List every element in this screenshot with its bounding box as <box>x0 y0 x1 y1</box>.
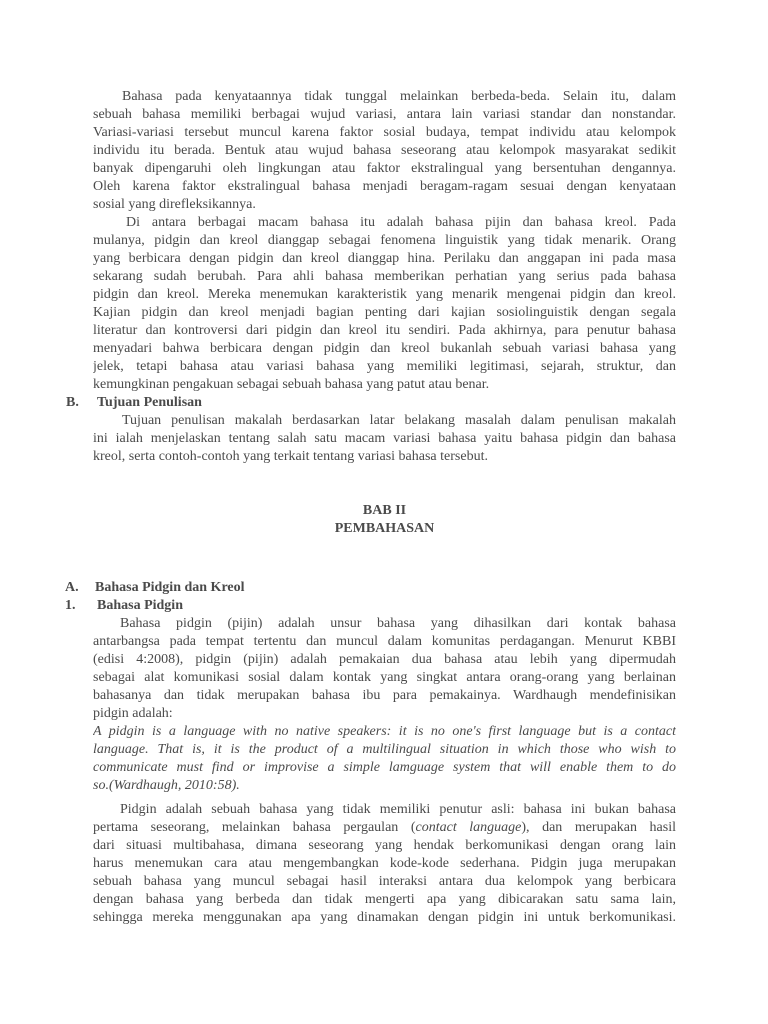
text-line: Oleh karena faktor ekstralingual bahasa menjadi beragam-ragam sesuai dengan kenyataan <box>93 179 676 194</box>
chapter-heading <box>93 502 676 538</box>
paragraph-pidgin-explanation <box>93 801 676 927</box>
text-line: sosial yang direfleksikannya. <box>93 197 256 212</box>
section-number: A. <box>65 580 79 595</box>
subsection-title: Bahasa Pidgin <box>97 598 183 613</box>
text-line: (edisi 4:2008), pidgin (pijin) adalah pemakaian dua bahasa atau lebih yang dipermudah <box>93 652 676 667</box>
block-quote-wardhaugh <box>93 723 676 795</box>
text-segment: pertama seseorang, melainkan bahasa pergaulan ( <box>93 820 416 835</box>
text-line: antarbangsa pada tempat tertentu dan muncul dalam komunitas perdagangan. Menurut KBBI <box>93 634 676 649</box>
text-line: sehingga mereka menggunakan apa yang dinamakan dengan pidgin ini untuk berkomunikasi. <box>93 910 676 925</box>
text-line: Variasi-variasi tersebut muncul karena faktor sosial budaya, tempat individu atau kelompok <box>93 125 676 140</box>
text-line: harus menemukan cara atau mengembangkan kode-kode sederhana. Pidgin juga merupakan <box>93 856 676 871</box>
text-line: dengan bahasa yang berbeda dan tidak mengerti apa yang dibicarakan satu sama lain, <box>93 892 676 907</box>
text-line: kemungkinan pengakuan sebagai sebuah bahasa yang patut atau benar. <box>93 377 490 392</box>
section-title: Tujuan Penulisan <box>97 395 202 410</box>
quote-line: A pidgin is a language with no native speakers: it is no one's first language but is a contact <box>93 724 676 739</box>
subsection-heading-1 <box>65 597 183 615</box>
quote-line: so.(Wardhaugh, 2010:58). <box>93 778 240 793</box>
text-line: kreol, serta contoh-contoh yang terkait tentang variasi bahasa tersebut. <box>93 449 488 464</box>
section-title: Bahasa Pidgin dan Kreol <box>95 580 245 595</box>
text-line: pidgin adalah: <box>93 706 173 721</box>
paragraph-pidgin-definition <box>93 615 676 723</box>
text-line: Bahasa pada kenyataannya tidak tunggal melainkan berbeda-beda. Selain itu, dalam <box>122 89 676 104</box>
text-line: sebuah bahasa memiliki berbagai wujud variasi, antara lain variasi standar dan nonstandar. <box>93 107 676 122</box>
text-line: jelek, tetapi bahasa atau variasi bahasa yang memiliki legitimasi, sejarah, struktur, dan <box>93 359 676 374</box>
text-line: literatur dan kontroversi dari pidgin dan kreol itu sendiri. Pada akhirnya, para penutur bahasa <box>93 323 676 338</box>
chapter-number: BAB II <box>362 503 407 518</box>
text-line: ini ialah menjelaskan tentang salah satu macam variasi bahasa yaitu bahasa pidgin dan bahasa <box>93 431 676 446</box>
subsection-number: 1. <box>65 598 76 613</box>
text-line: menyadari bahwa berbicara dengan pidgin dan kreol bukanlah sebuah variasi bahasa yang <box>93 341 676 356</box>
text-line: Pidgin adalah sebuah bahasa yang tidak memiliki penutur asli: bahasa ini bukan bahasa <box>120 802 676 817</box>
text-line: mulanya, pidgin dan kreol dianggap sebagai fenomena linguistik yang tidak menarik. Orang <box>93 233 676 248</box>
text-line: Tujuan penulisan makalah berdasarkan latar belakang masalah dalam penulisan makalah <box>122 413 676 428</box>
paragraph-tujuan <box>93 412 676 466</box>
quote-line: communicate must find or improvise a simple lamguage system that will enable them to do <box>93 760 676 775</box>
text-line: bahasanya dan tidak merupakan bahasa ibu para pemakainya. Wardhaugh mendefinisikan <box>93 688 676 703</box>
italic-term: contact language <box>415 820 522 835</box>
text-segment: ), dan merupakan hasil <box>521 820 676 835</box>
text-line: dari situasi multibahasa, dimana seseorang yang hendak berkomunikasi dengan orang lain <box>93 838 676 853</box>
text-line: sebagai alat komunikasi sosial dalam kontak yang singkat antara orang-orang yang berlainan <box>93 670 676 685</box>
text-line: sekarang sudah berubah. Para ahli bahasa memberikan perhatian yang serius pada bahasa <box>93 269 676 284</box>
section-heading-a <box>65 579 245 597</box>
text-line <box>93 819 676 837</box>
section-number: B. <box>66 395 79 410</box>
chapter-title: PEMBAHASAN <box>334 521 435 536</box>
text-line: pidgin dan kreol. Mereka menemukan karakteristik yang menarik mengenai pidgin dan kreol. <box>93 287 676 302</box>
paragraph-pidgin-kreol-intro <box>93 214 676 394</box>
text-line: banyak dipengaruhi oleh lingkungan atau faktor ekstralingual yang bersentuhan dengannya. <box>93 161 676 176</box>
text-line: yang berbicara dengan pidgin dan kreol dianggap hina. Perilaku dan anggapan ini pada masa <box>93 251 676 266</box>
text-line: individu itu berada. Bentuk atau wujud bahasa seseorang atau kelompok masyarakat sedikit <box>93 143 676 158</box>
text-line: Kajian pidgin dan kreol menjadi bagian penting dari kajian sosiolinguistik dengan segala <box>93 305 676 320</box>
text-line: Bahasa pidgin (pijin) adalah unsur bahasa yang dihasilkan dari kontak bahasa <box>120 616 676 631</box>
paragraph-intro <box>93 88 676 214</box>
text-line: sebuah bahasa yang muncul sebagai hasil interaksi antara dua kelompok yang berbicara <box>93 874 676 889</box>
quote-line: language. That is, it is the product of a multilingual situation in which those who wish to <box>93 742 676 757</box>
text-line: Di antara berbagai macam bahasa itu adalah bahasa pijin dan bahasa kreol. Pada <box>126 215 676 230</box>
section-heading-b <box>66 394 202 412</box>
